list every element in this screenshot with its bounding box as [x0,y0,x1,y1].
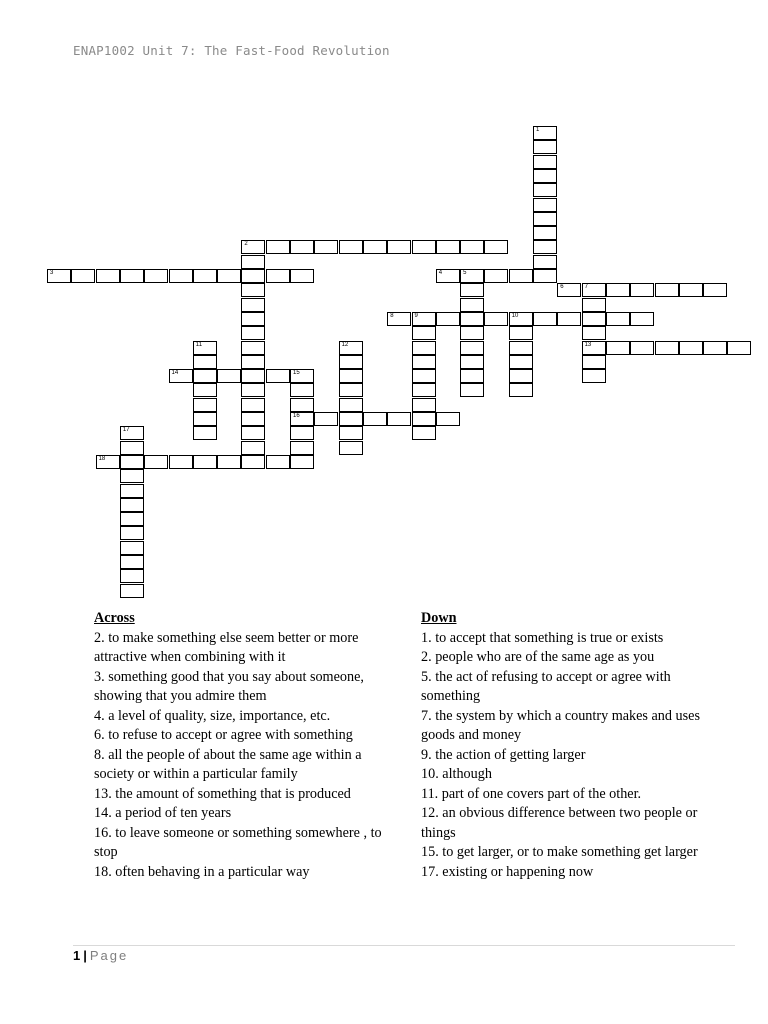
down-clue: 11. part of one covers part of the other. [421,785,642,802]
crossword-cell[interactable] [412,355,436,369]
crossword-cell[interactable] [241,398,265,412]
across-clue: 14. a period of ten years [94,805,232,821]
crossword-cell[interactable] [120,555,144,569]
clue-number: 3 [50,270,54,276]
crossword-cell[interactable] [460,240,484,254]
down-heading: Down [421,610,457,626]
crossword-cell[interactable] [533,255,557,269]
clue-number: 9 [414,312,418,319]
crossword-cell[interactable] [339,412,363,426]
crossword-cell[interactable] [339,426,363,440]
crossword-cell[interactable] [144,455,168,469]
crossword-cell[interactable] [703,341,727,355]
crossword-cell[interactable] [241,355,265,369]
clue-number: 13 [584,341,592,348]
crossword-cell[interactable] [120,469,144,483]
clue-number: 10 [511,312,519,319]
crossword-cell[interactable] [290,412,314,426]
crossword-cell[interactable] [606,283,630,297]
crossword-cell[interactable] [339,240,363,254]
crossword-cell[interactable] [193,455,217,469]
crossword-cell[interactable] [436,240,460,254]
across-clues [94,609,394,882]
crossword-cell[interactable] [339,383,363,397]
crossword-cell[interactable] [412,240,436,254]
crossword-cell[interactable] [290,455,314,469]
crossword-cell[interactable] [582,326,606,340]
crossword-cell[interactable] [412,426,436,440]
crossword-cell[interactable] [509,326,533,340]
crossword-cell[interactable] [96,455,120,469]
crossword-cell[interactable] [533,212,557,226]
crossword-cell[interactable] [193,341,217,355]
crossword-cell[interactable] [582,283,606,297]
crossword-cell[interactable] [120,584,144,598]
crossword-cell[interactable] [217,455,241,469]
crossword-cell[interactable] [241,383,265,397]
crossword-cell[interactable] [679,283,703,297]
across-clue: 3. something good that you say about someone, showing that you admire them [94,668,364,704]
crossword-cell[interactable] [655,283,679,297]
crossword-cell[interactable] [460,355,484,369]
crossword-cell[interactable] [582,355,606,369]
down-clue: 15. to get larger, or to make something get larger [421,844,698,860]
crossword-cell[interactable] [120,569,144,583]
crossword-cell[interactable] [460,298,484,312]
crossword-cell[interactable] [509,355,533,369]
crossword-cell[interactable] [412,326,436,340]
crossword-cell[interactable] [509,369,533,383]
crossword-cell[interactable] [533,155,557,169]
crossword-cell[interactable] [290,398,314,412]
crossword-cell[interactable] [655,341,679,355]
crossword-cell[interactable] [241,312,265,326]
crossword-cell[interactable] [363,412,387,426]
crossword-cell[interactable] [290,441,314,455]
crossword-cell[interactable] [47,269,71,283]
crossword-cell[interactable] [460,383,484,397]
clue-number: 18 [98,455,106,462]
clue-number: 8 [390,312,394,319]
crossword-cell[interactable] [241,298,265,312]
crossword-cell[interactable] [509,383,533,397]
down-clue: 17. existing or happening now [421,863,594,880]
down-clue-list [421,629,721,883]
crossword-cell[interactable] [71,269,95,283]
crossword-cell[interactable] [193,426,217,440]
crossword-cell[interactable] [241,341,265,355]
crossword-cell[interactable] [314,412,338,426]
crossword-cell[interactable] [387,312,411,326]
crossword-cell[interactable] [533,312,557,326]
crossword-cell[interactable] [120,455,144,469]
clue-number: 6 [560,284,564,291]
down-clue: 5. the act of refusing to accept or agree with something [421,668,671,704]
crossword-cell[interactable] [193,412,217,426]
clue-number: 5 [463,270,467,276]
clue-number: 4 [438,270,443,276]
down-clue: 7. the system by which a country makes and uses goods and money [421,707,700,743]
clue-number: 15 [293,370,300,377]
crossword-cell[interactable] [339,369,363,383]
clue-number: 11 [195,341,203,348]
across-clue: 2. to make something else seem better or more attractive when combining with it [94,629,359,665]
crossword-cell[interactable] [582,312,606,326]
crossword-cell[interactable] [460,312,484,326]
crossword-cell[interactable] [339,355,363,369]
crossword-cell[interactable] [460,269,484,283]
crossword-cell[interactable] [120,484,144,498]
across-heading: Across [94,610,135,626]
crossword-cell[interactable] [120,498,144,512]
crossword-cell[interactable] [412,398,436,412]
crossword-cell[interactable] [630,283,654,297]
clue-number: 2 [244,241,248,248]
crossword-cell[interactable] [120,512,144,526]
crossword-cell[interactable] [436,269,460,283]
down-clue: 10. although [421,766,492,782]
crossword-cell[interactable] [509,341,533,355]
crossword-cell[interactable] [412,412,436,426]
crossword-cell[interactable] [120,269,144,283]
clue-number: 14 [171,370,179,377]
crossword-cell[interactable] [120,441,144,455]
crossword-cell[interactable] [290,240,314,254]
crossword-cell[interactable] [412,369,436,383]
crossword-cell[interactable] [339,441,363,455]
crossword-cell[interactable] [582,298,606,312]
clue-number: 16 [293,413,300,419]
crossword-cell[interactable] [460,326,484,340]
crossword-cell[interactable] [193,355,217,369]
crossword-cell[interactable] [290,369,314,383]
across-clue: 6. to refuse to accept or agree with something [94,727,353,743]
across-clue: 13. the amount of something that is produced [94,785,351,802]
crossword-cell[interactable] [290,426,314,440]
crossword-cell[interactable] [533,269,557,283]
footer-divider [73,945,735,946]
down-clue: 9. the action of getting larger [421,746,586,763]
crossword-cell[interactable] [460,283,484,297]
crossword-cell[interactable] [290,269,314,283]
page-label: Page [89,948,129,963]
crossword-cell[interactable] [484,240,508,254]
crossword-cell[interactable] [314,240,338,254]
crossword-cell[interactable] [266,269,290,283]
across-clue-list [94,629,394,883]
crossword-cell[interactable] [412,312,436,326]
crossword-cell[interactable] [412,341,436,355]
down-clue: 1. to accept that something is true or exists [421,629,664,646]
clue-number: 12 [341,341,349,348]
crossword-cell[interactable] [387,412,411,426]
across-clue: 8. all the people of about the same age within a society or within a particular family [94,746,362,782]
crossword-cell[interactable] [241,283,265,297]
crossword-cell[interactable] [509,269,533,283]
crossword-cell[interactable] [241,269,265,283]
across-clue: 4. a level of quality, size, importance, etc. [94,707,331,724]
crossword-cell[interactable] [606,341,630,355]
crossword-cell[interactable] [727,341,751,355]
crossword-cell[interactable] [533,169,557,183]
crossword-cell[interactable] [460,341,484,355]
crossword-cell[interactable] [241,441,265,455]
crossword-cell[interactable] [630,341,654,355]
crossword-cell[interactable] [120,541,144,555]
crossword-cell[interactable] [533,240,557,254]
page-footer [73,948,128,963]
crossword-cell[interactable] [217,269,241,283]
clue-number: 7 [584,284,588,291]
crossword-cell[interactable] [217,369,241,383]
page-number: 1 [73,948,81,963]
crossword-cell[interactable] [582,369,606,383]
crossword-cell[interactable] [436,412,460,426]
crossword-cell[interactable] [533,126,557,140]
crossword-cell[interactable] [484,312,508,326]
clue-number: 17 [122,427,130,434]
crossword-cell[interactable] [266,455,290,469]
crossword-cell[interactable] [96,269,120,283]
crossword-cell[interactable] [703,283,727,297]
crossword-cell[interactable] [679,341,703,355]
crossword-cell[interactable] [193,398,217,412]
crossword-cell[interactable] [169,455,193,469]
crossword-cell[interactable] [339,341,363,355]
crossword-cell[interactable] [241,369,265,383]
crossword-cell[interactable] [241,326,265,340]
crossword-cell[interactable] [412,383,436,397]
crossword-cell[interactable] [193,369,217,383]
crossword-cell[interactable] [193,269,217,283]
crossword-cell[interactable] [241,412,265,426]
crossword-cell[interactable] [241,255,265,269]
crossword-cell[interactable] [533,226,557,240]
crossword-cell[interactable] [533,183,557,197]
crossword-cell[interactable] [120,426,144,440]
crossword-cell[interactable] [363,240,387,254]
crossword-cell[interactable] [582,341,606,355]
crossword-cell[interactable] [120,526,144,540]
down-clue: 12. an obvious difference between two people or things [421,805,698,841]
crossword-cell[interactable] [241,426,265,440]
crossword-cell[interactable] [169,369,193,383]
crossword-cell[interactable] [533,140,557,154]
crossword-cell[interactable] [144,269,168,283]
crossword-cell[interactable] [484,269,508,283]
crossword-cell[interactable] [606,312,630,326]
crossword-cell[interactable] [241,455,265,469]
crossword-cell[interactable] [266,369,290,383]
crossword-cell[interactable] [387,240,411,254]
crossword-cell[interactable] [241,240,265,254]
footer-separator: | [83,948,87,963]
crossword-cell[interactable] [169,269,193,283]
clue-number: 1 [536,127,540,133]
crossword-cell[interactable] [436,312,460,326]
down-clues [421,609,721,882]
crossword-cell[interactable] [509,312,533,326]
crossword-cell[interactable] [557,312,581,326]
crossword-cell[interactable] [460,369,484,383]
crossword-cell[interactable] [533,198,557,212]
across-clue: 16. to leave someone or something somewhere , to stop [94,824,382,860]
crossword-cell[interactable] [630,312,654,326]
crossword-cell[interactable] [290,383,314,397]
down-clue: 2. people who are of the same age as you [421,649,655,665]
crossword-cell[interactable] [193,383,217,397]
across-clue: 18. often behaving in a particular way [94,863,310,880]
crossword-cell[interactable] [266,240,290,254]
document-title: ENAP1002 Unit 7: The Fast-Food Revolution [73,43,390,58]
crossword-cell[interactable] [339,398,363,412]
crossword-cell[interactable] [557,283,581,297]
